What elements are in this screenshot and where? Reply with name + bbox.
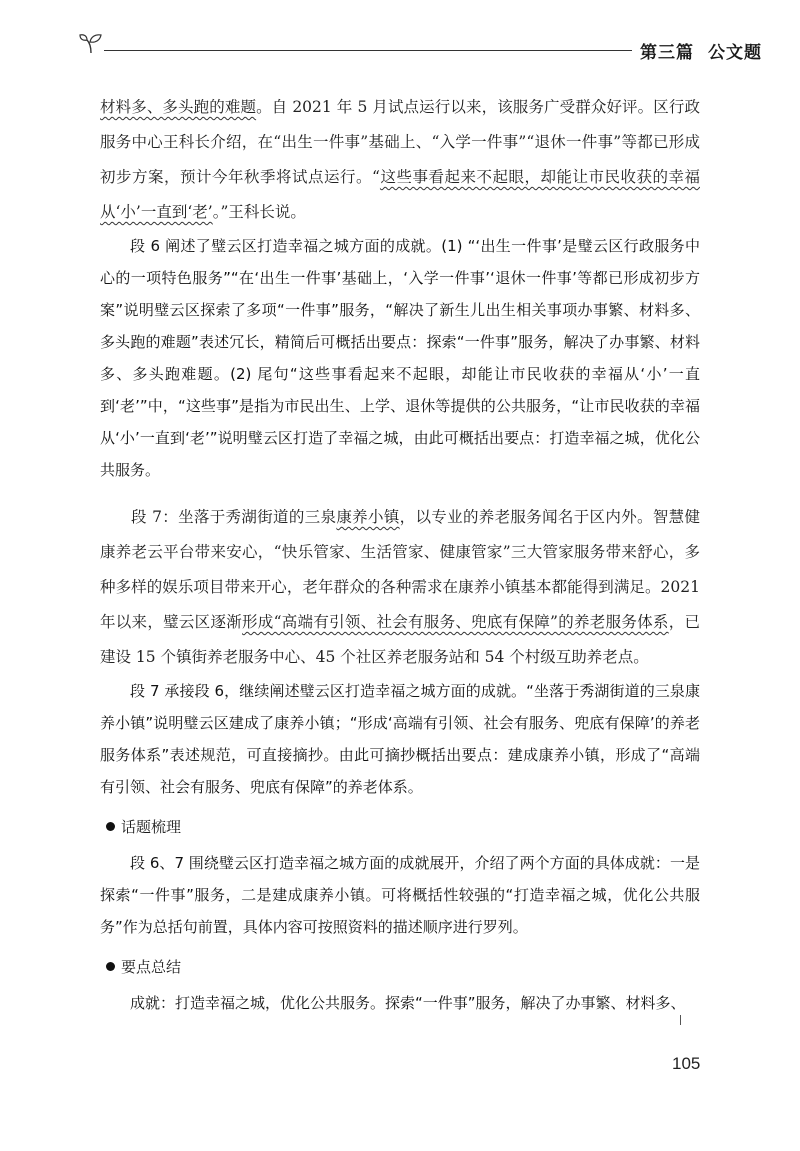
body-text: 段 7：坐落于秀湖街道的三泉 xyxy=(131,508,337,526)
header-rule xyxy=(104,50,632,51)
sprout-icon xyxy=(78,32,104,54)
underlined-text: 康养小镇 xyxy=(336,508,400,526)
topic-sorting-paragraph: 段 6、7 围绕璧云区打造幸福之城方面的成就展开，介绍了两个方面的具体成就：一是探索“一件事”服务，二是建成康养小镇。可将概括性较强的“打造幸福之城，优化公共服务”作为总括句前置，具体内容可按照资料的描述顺序进行罗列。 xyxy=(100,854,700,936)
body-text: 。自 2021 年 5 月试点运行以来，该服务广受群众好评。区行政服务中心王科长介绍，在“出生一件事”基础上、“入学一件事”“退休一件事”等都已形成初步方案，预计今年秋季将试点运行。“ xyxy=(100,98,700,186)
analysis-paragraph-7: 段 7 承接段 6，继续阐述璧云区打造幸福之城方面的成就。“坐落于秀湖街道的三泉康养小镇”说明璧云区建成了康养小镇；“形成‘高端有引领、社会有服务、兜底有保障’的养老服务体系”表述规范，可直接摘抄。由此可摘抄概括出要点：建成康养小镇，形成了“高端有引领、社会有服务、兜底有保障”的养老体系。 xyxy=(100,682,700,796)
source-paragraph-7 xyxy=(100,500,700,675)
heading-text: 话题梳理 xyxy=(121,818,182,836)
source-paragraph-6-tail xyxy=(100,90,700,230)
topic-sorting-heading xyxy=(100,811,700,843)
page-body xyxy=(100,90,700,1019)
body-text: ，已建设 15 个镇街养老服务中心、45 个社区养老服务站和 54 个村级互助养老点。 xyxy=(100,613,700,666)
body-text: 。”王科长说。 xyxy=(212,203,306,221)
margin-mark xyxy=(680,1015,681,1025)
body-text: ，以专业的养老服务闻名于区内外。智慧健康养老云平台带来安心，“快乐管家、生活管家、健康管家”三大管家服务带来舒心，多种多样的娱乐项目带来开心，老年群众的各种需求在康养小镇基本都能得到满足。2021 年以来，璧云区逐渐 xyxy=(100,508,700,631)
chapter-label: 第三篇 xyxy=(640,43,694,63)
summary-paragraph: 成就：打造幸福之城，优化公共服务。探索“一件事”服务，解决了办事繁、材料多、 xyxy=(130,994,686,1012)
underlined-text: 形成“高端有引领、社会有服务、兜底有保障”的养老服务体系 xyxy=(242,613,669,631)
underlined-text: 这些事看起来不起眼，却能让市民收获的幸福从‘小’一直到‘老’ xyxy=(100,168,700,221)
analysis-paragraph-6: 段 6 阐述了璧云区打造幸福之城方面的成就。(1) “‘出生一件事’是璧云区行政服务中心的一项特色服务”“在‘出生一件事’基础上，‘入学一件事’‘退休一件事’等都已形成初步方案”说明璧云区探索了多项“一件事”服务，“解决了新生儿出生相关事项办事繁、材料多、多头跑的难题”表述冗长，精简后可概括出要点：探索“一件事”服务，解决了办事繁、材料多、多头跑难题。(2) 尾句“这些事看起来不起眼，却能让市民收获的幸福从‘小’一直到‘老’”中，“这些事”是指为市民出生、上学、退休等提供的公共服务，“让市民收获的幸福从‘小’一直到‘老’”说明璧云区打造了幸福之城，由此可概括出要点：打造幸福之城，优化公共服务。 xyxy=(100,237,700,479)
bullet-icon xyxy=(106,962,115,971)
page-header xyxy=(78,28,762,68)
summary-heading xyxy=(100,951,700,983)
heading-text: 要点总结 xyxy=(121,958,182,976)
underlined-text: 材料多、多头跑的难题 xyxy=(100,98,257,116)
bullet-icon xyxy=(106,822,115,831)
topic-label: 公文题 xyxy=(708,43,762,63)
page-number: 105 xyxy=(672,1054,701,1073)
section-tag xyxy=(640,38,762,63)
